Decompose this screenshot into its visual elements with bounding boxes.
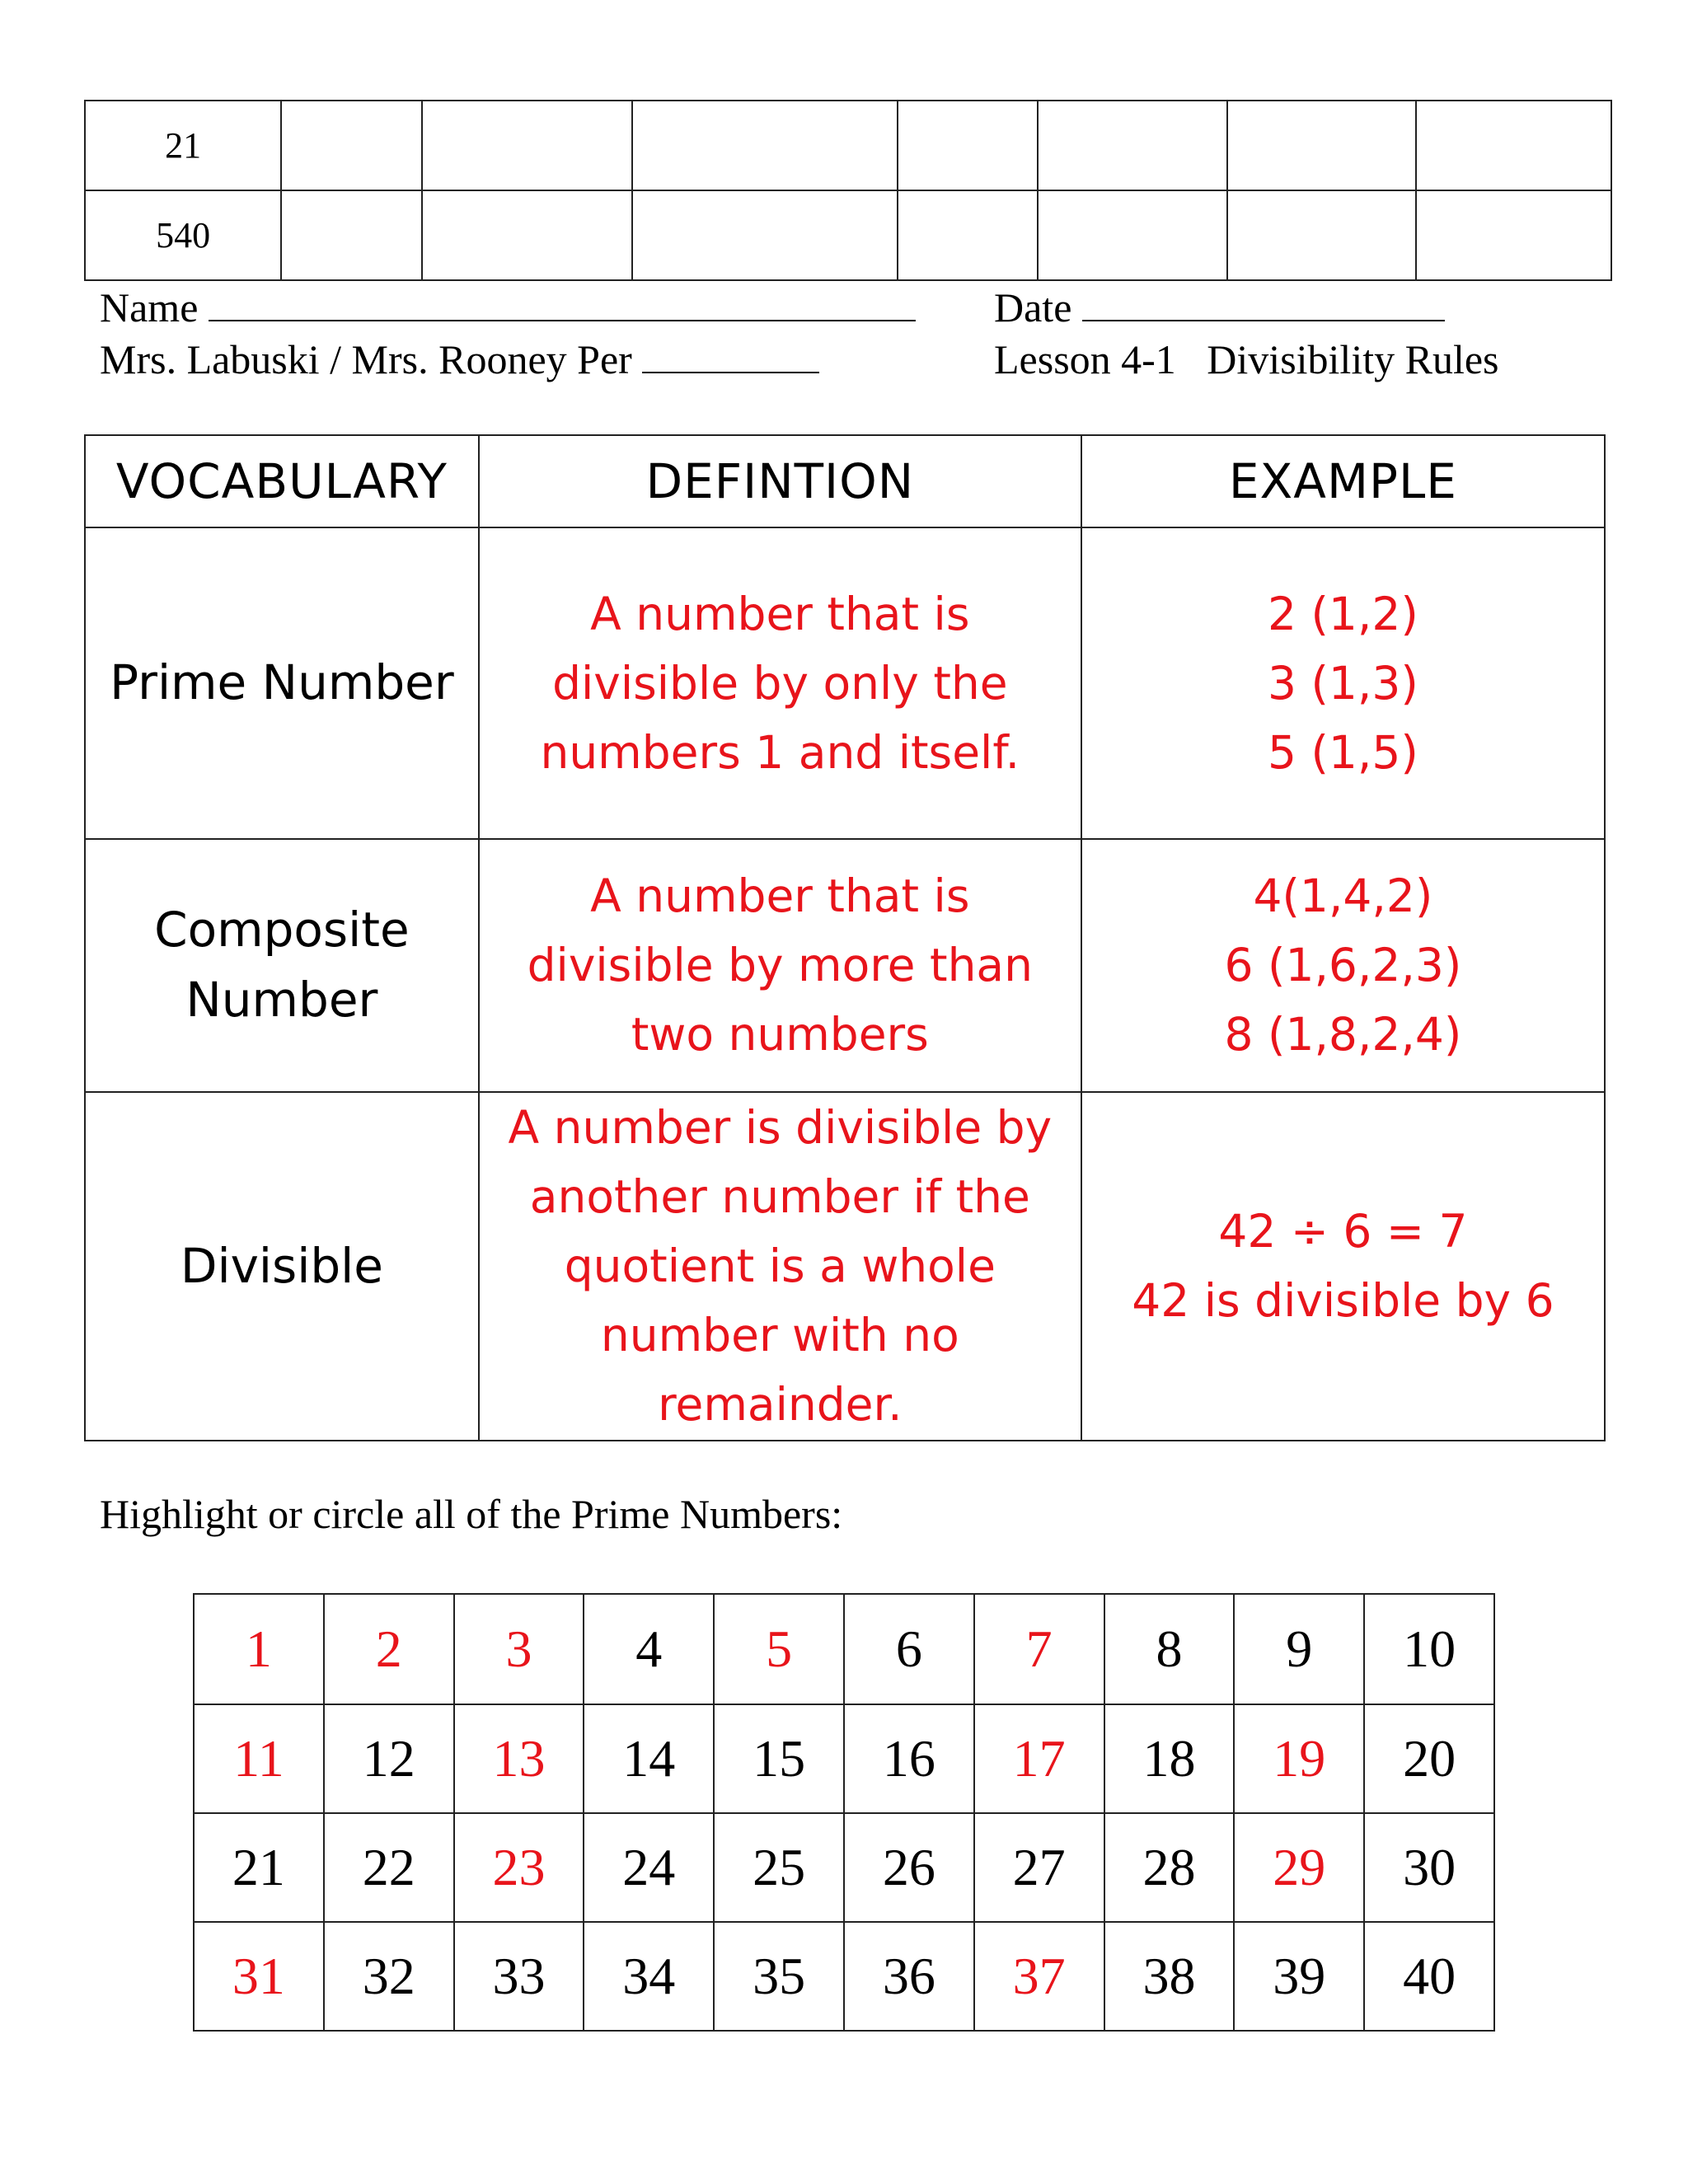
vocab-definition-line: number with no	[600, 1309, 959, 1362]
top-table	[84, 100, 1612, 281]
vocab-row	[85, 839, 1605, 1092]
number-cell[interactable]: 1	[194, 1594, 324, 1704]
number-grid-row	[194, 1704, 1494, 1813]
number-cell[interactable]: 30	[1364, 1813, 1494, 1922]
prime-prompt: Highlight or circle all of the Prime Numbers:	[100, 1491, 843, 1537]
number-cell[interactable]: 17	[974, 1704, 1104, 1813]
vocab-definition-line: quotient is a whole	[564, 1240, 996, 1293]
top-table-row	[85, 190, 1611, 280]
top-table-empty-cell[interactable]	[898, 190, 1038, 280]
number-cell[interactable]: 3	[454, 1594, 584, 1704]
number-cell[interactable]: 21	[194, 1813, 324, 1922]
number-cell[interactable]: 38	[1104, 1922, 1235, 2031]
top-table-empty-cell[interactable]	[898, 101, 1038, 190]
number-cell[interactable]: 39	[1234, 1922, 1364, 2031]
number-cell[interactable]: 13	[454, 1704, 584, 1813]
vocab-example-line: 2 (1,2)	[1267, 587, 1418, 640]
vocab-term-line: Prime Number	[110, 654, 454, 711]
number-grid	[193, 1593, 1495, 2032]
number-grid-row	[194, 1813, 1494, 1922]
number-cell[interactable]: 11	[194, 1704, 324, 1813]
number-cell[interactable]: 25	[714, 1813, 844, 1922]
vocab-term-line: Composite	[154, 902, 410, 958]
number-cell[interactable]: 40	[1364, 1922, 1494, 2031]
vocab-example-line: 5 (1,5)	[1267, 725, 1418, 779]
number-cell[interactable]: 31	[194, 1922, 324, 2031]
vocab-header-row	[85, 435, 1605, 527]
vocab-term-cell	[85, 1092, 479, 1441]
vocab-row	[85, 1092, 1605, 1441]
top-table-empty-cell[interactable]	[281, 190, 421, 280]
vocab-example-cell	[1081, 527, 1605, 838]
number-cell[interactable]: 26	[844, 1813, 974, 1922]
vocab-definition-line: A number that is	[590, 869, 970, 923]
teachers-text: Mrs. Labuski / Mrs. Rooney Per	[100, 336, 632, 382]
vocab-definition-line: numbers 1 and itself.	[540, 725, 1020, 779]
header-vocabulary: VOCABULARY	[85, 435, 479, 527]
top-table-empty-cell[interactable]	[1227, 101, 1417, 190]
number-cell[interactable]: 18	[1104, 1704, 1235, 1813]
number-cell[interactable]: 23	[454, 1813, 584, 1922]
vocab-row	[85, 527, 1605, 838]
date-blank[interactable]	[1082, 290, 1445, 321]
vocab-definition-cell	[479, 839, 1081, 1092]
vocab-definition-cell	[479, 527, 1081, 838]
number-cell[interactable]: 16	[844, 1704, 974, 1813]
number-cell[interactable]: 12	[324, 1704, 454, 1813]
vocab-definition-line: divisible by more than	[527, 939, 1033, 992]
header-definition: DEFINTION	[479, 435, 1081, 527]
vocab-term-cell	[85, 839, 479, 1092]
number-cell[interactable]: 14	[584, 1704, 714, 1813]
top-table-empty-cell[interactable]	[1038, 190, 1227, 280]
header-example: EXAMPLE	[1081, 435, 1605, 527]
number-cell[interactable]: 29	[1234, 1813, 1364, 1922]
number-cell[interactable]: 19	[1234, 1704, 1364, 1813]
teacher-line	[100, 335, 819, 383]
number-cell[interactable]: 24	[584, 1813, 714, 1922]
vocab-term-line: Number	[185, 972, 378, 1029]
number-grid-row	[194, 1922, 1494, 2031]
top-table-label-cell: 540	[85, 190, 281, 280]
vocab-definition-line: remainder.	[658, 1378, 903, 1432]
vocab-example-line: 6 (1,6,2,3)	[1224, 939, 1462, 992]
vocab-example-line: 42 ÷ 6 = 7	[1218, 1205, 1468, 1258]
number-cell[interactable]: 36	[844, 1922, 974, 2031]
top-table-empty-cell[interactable]	[1416, 190, 1611, 280]
vocab-definition-line: A number is divisible by	[508, 1101, 1053, 1155]
number-cell[interactable]: 9	[1234, 1594, 1364, 1704]
vocab-example-cell	[1081, 839, 1605, 1092]
number-cell[interactable]: 28	[1104, 1813, 1235, 1922]
vocab-definition-line: another number if the	[529, 1170, 1030, 1224]
number-cell[interactable]: 8	[1104, 1594, 1235, 1704]
vocabulary-table	[84, 434, 1606, 1441]
top-table-row	[85, 101, 1611, 190]
vocab-example-line: 3 (1,3)	[1267, 656, 1418, 710]
number-cell[interactable]: 2	[324, 1594, 454, 1704]
number-cell[interactable]: 6	[844, 1594, 974, 1704]
period-blank[interactable]	[642, 342, 819, 373]
top-table-empty-cell[interactable]	[422, 101, 632, 190]
vocab-example-cell	[1081, 1092, 1605, 1441]
number-cell[interactable]: 15	[714, 1704, 844, 1813]
vocab-definition-line: A number that is	[590, 587, 970, 640]
number-cell[interactable]: 34	[584, 1922, 714, 2031]
number-cell[interactable]: 35	[714, 1922, 844, 2031]
lesson-title: Lesson 4-1 Divisibility Rules	[994, 336, 1499, 382]
vocab-term-cell	[85, 527, 479, 838]
number-cell[interactable]: 4	[584, 1594, 714, 1704]
name-label: Name	[100, 284, 199, 330]
name-line	[100, 284, 916, 331]
number-grid-row	[194, 1594, 1494, 1704]
top-table-empty-cell[interactable]	[422, 190, 632, 280]
number-cell[interactable]: 32	[324, 1922, 454, 2031]
number-cell[interactable]: 27	[974, 1813, 1104, 1922]
top-table-empty-cell[interactable]	[1416, 101, 1611, 190]
vocab-definition-line: divisible by only the	[552, 656, 1008, 710]
number-cell[interactable]: 33	[454, 1922, 584, 2031]
number-cell[interactable]: 20	[1364, 1704, 1494, 1813]
vocab-example-line: 4(1,4,2)	[1253, 869, 1433, 923]
number-cell[interactable]: 5	[714, 1594, 844, 1704]
date-label: Date	[994, 284, 1072, 330]
top-table-label-cell: 21	[85, 101, 281, 190]
vocab-example-line: 42 is divisible by 6	[1132, 1274, 1554, 1328]
number-cell[interactable]: 10	[1364, 1594, 1494, 1704]
vocab-example-line: 8 (1,8,2,4)	[1224, 1008, 1462, 1062]
top-table-empty-cell[interactable]	[632, 190, 898, 280]
vocab-definition-line: two numbers	[631, 1008, 929, 1062]
top-table-empty-cell[interactable]	[1038, 101, 1227, 190]
top-table-empty-cell[interactable]	[281, 101, 421, 190]
top-table-empty-cell[interactable]	[1227, 190, 1417, 280]
number-cell[interactable]: 37	[974, 1922, 1104, 2031]
name-blank[interactable]	[209, 290, 916, 321]
number-cell[interactable]: 7	[974, 1594, 1104, 1704]
vocab-term-line: Divisible	[180, 1237, 383, 1294]
number-cell[interactable]: 22	[324, 1813, 454, 1922]
top-table-empty-cell[interactable]	[632, 101, 898, 190]
vocab-definition-cell	[479, 1092, 1081, 1441]
date-line	[994, 284, 1445, 331]
